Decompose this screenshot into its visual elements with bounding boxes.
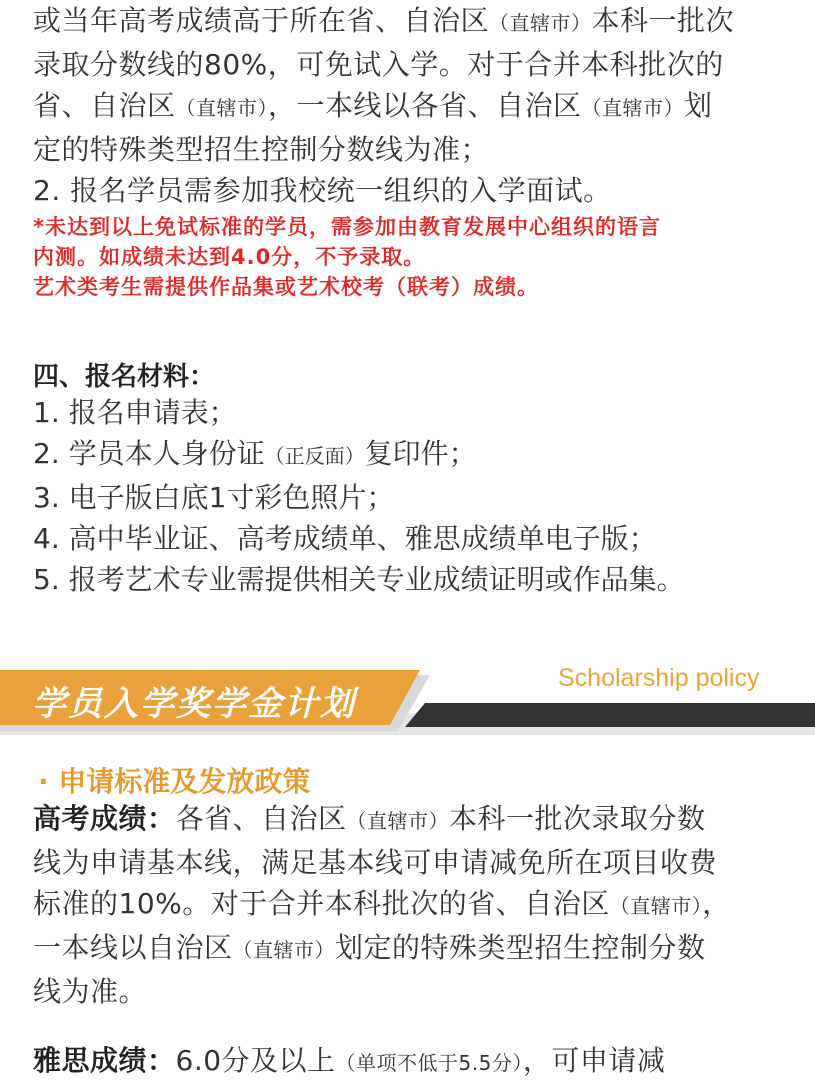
intro-line-4	[33, 129, 793, 170]
note-line: *未达到以上免试标准的学员，需参加由教育发展中心组织的语言	[33, 215, 661, 239]
intro-line-2	[33, 44, 793, 85]
text-span: 5. 报考艺术专业需提供相关专业成绩证明或作品集。	[33, 563, 685, 596]
text-span: 线为准。	[33, 975, 148, 1008]
small-text: （直辖市）	[346, 809, 450, 833]
small-text: （正反面）	[264, 444, 365, 468]
list-item	[33, 392, 793, 433]
banner-dark-bar	[405, 703, 815, 727]
small-text: （直辖市）	[232, 938, 336, 962]
gaokao-line-1	[33, 798, 793, 842]
text-span: 4. 高中毕业证、高考成绩单、雅思成绩单电子版；	[33, 522, 657, 555]
text-span: 一本线以自治区	[33, 931, 233, 964]
gaokao-paragraph	[33, 798, 793, 1012]
ielts-label: 雅思成绩：	[33, 1044, 176, 1077]
materials-list	[33, 392, 793, 600]
gaokao-line-4	[33, 927, 793, 971]
intro-line-3	[33, 85, 793, 129]
small-text: （直辖市）	[175, 96, 269, 120]
text-span: 本科一批次录取分数	[449, 802, 706, 835]
note-line: 艺术类考生需提供作品集或艺术校考（联考）成绩。	[33, 275, 539, 299]
text-span: 3. 电子版白底1寸彩色照片；	[33, 481, 395, 514]
small-text: （单项不低于5.5分）	[335, 1051, 523, 1075]
text-span: ，	[702, 887, 731, 920]
list-item	[33, 518, 793, 559]
bullet-icon: ·	[38, 765, 49, 798]
text-span: 或当年高考成绩高于所在省、自治区	[33, 4, 490, 37]
list-item	[33, 477, 793, 518]
intro-paragraph	[33, 0, 793, 211]
list-item	[33, 433, 793, 477]
red-note	[33, 212, 793, 302]
gaokao-line-2	[33, 842, 793, 883]
list-item	[33, 559, 793, 600]
text-span: 划	[684, 89, 713, 122]
note-line: 内测。如成绩未达到4.0分，不予录取。	[33, 245, 426, 269]
text-span: 本科一批次	[591, 4, 735, 37]
small-text: （直辖市）	[609, 894, 703, 918]
materials-heading: 四、报名材料：	[33, 362, 216, 392]
text-span: 6.0分及以上	[175, 1044, 336, 1077]
gaokao-line-5	[33, 971, 793, 1012]
text-span: 2. 报名学员需参加我校统一组织的入学面试。	[33, 174, 612, 207]
policy-title	[38, 760, 310, 800]
banner-title: 学员入学奖学金计划	[32, 684, 356, 724]
ielts-line-1	[33, 1040, 793, 1084]
text-span: 录取分数线的80%，可免试入学。对于合并本科批次的	[33, 48, 724, 81]
text-span: 复印件；	[364, 437, 477, 470]
text-span: 标准的10%。对于合并本科批次的省、自治区	[33, 887, 610, 920]
small-text: （直辖市）	[489, 11, 592, 35]
small-text: （直辖市）	[581, 96, 685, 120]
policy-title-text: 申请标准及发放政策	[58, 765, 311, 798]
text-span: 省、自治区	[33, 89, 176, 122]
ielts-paragraph	[33, 1040, 793, 1084]
text-span: 2. 学员本人身份证	[33, 437, 265, 470]
text-span: 定的特殊类型招生控制分数线为准；	[33, 133, 490, 166]
text-span: 划定的特殊类型招生控制分数	[335, 931, 706, 964]
text-span: 1. 报名申请表；	[33, 396, 237, 429]
intro-line-1	[33, 0, 793, 44]
gaokao-line-3	[33, 883, 793, 927]
text-span: 线为申请基本线，满足基本线可申请减免所在项目收费	[33, 846, 718, 879]
banner-subtitle-en: Scholarship policy	[558, 664, 760, 692]
intro-line-5	[33, 170, 793, 211]
text-span: ，一本线以各省、自治区	[268, 89, 582, 122]
text-span: 各省、自治区	[175, 802, 347, 835]
text-span: ，可申请减	[522, 1044, 666, 1077]
gaokao-label: 高考成绩：	[33, 802, 176, 835]
